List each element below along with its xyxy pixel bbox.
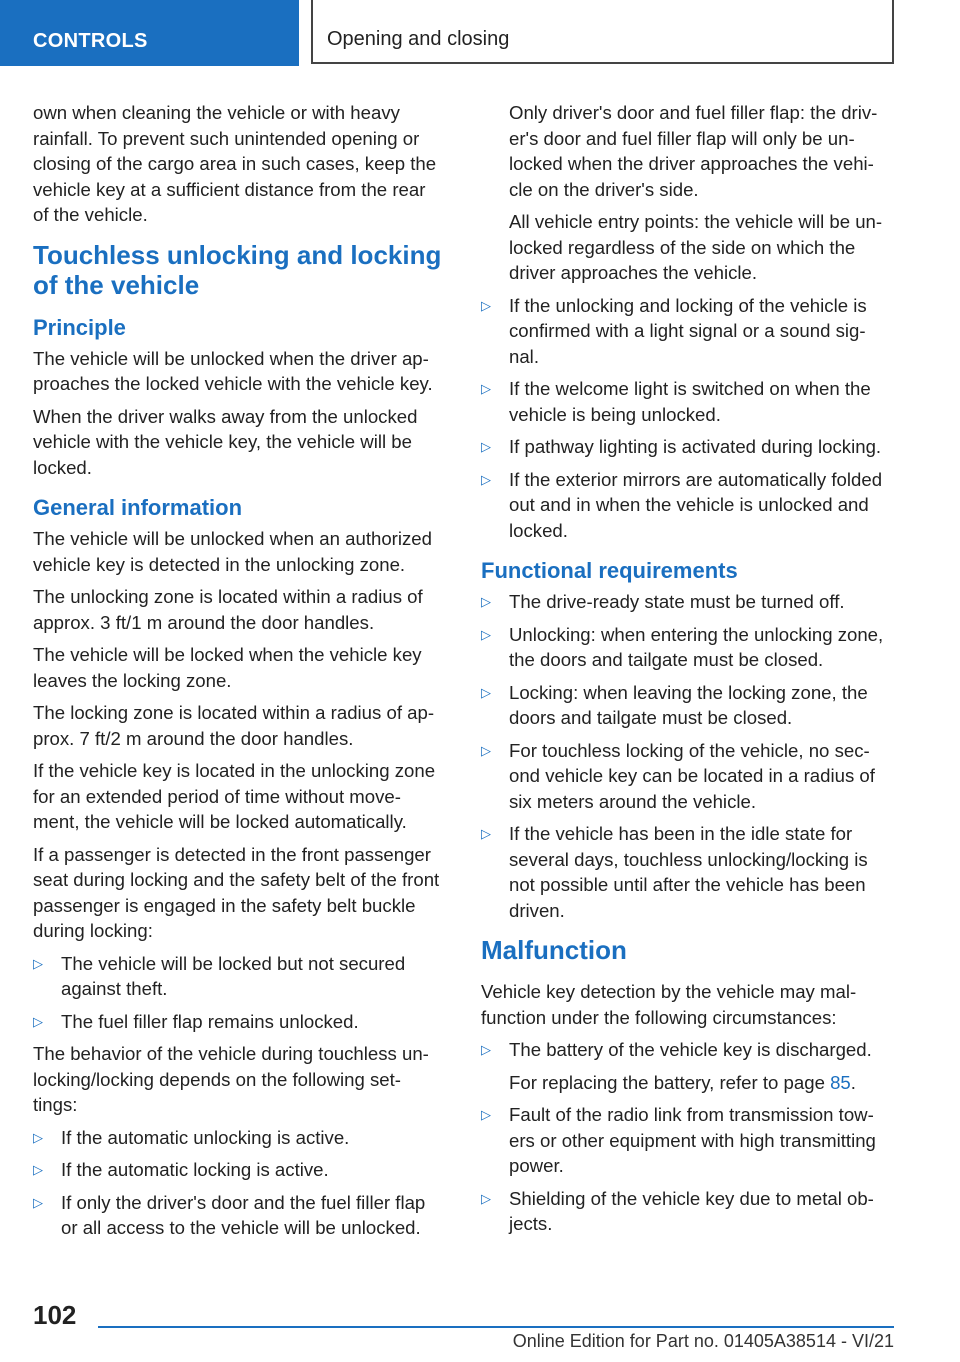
list-item: ▷ If the unlocking and locking of the vehicle is confirmed with a light signal or a sound sig‐nal. <box>481 294 867 367</box>
triangle-bullet-icon: ▷ <box>481 471 491 487</box>
continued-paragraph-1: Only driver's door and fuel filler flap: the driv‐er's door and fuel filler flap will only be un‐locked when the driver approaches the vehi‐cle on the driver's side. <box>509 102 878 200</box>
left-column <box>33 100 445 1248</box>
list-item: ▷ The drive-ready state must be turned off. <box>481 589 893 615</box>
malfunction-heading: Malfunction <box>481 935 627 965</box>
list-item: ▷ If only the driver's door and the fuel filler flap or all access to the vehicle will be unlocked. <box>33 1191 426 1238</box>
triangle-bullet-icon: ▷ <box>481 297 491 313</box>
list-item: ▷ If pathway lighting is activated during locking. <box>481 434 893 460</box>
settings-bullet-list-continued <box>481 293 893 544</box>
battery-reference: For replacing the battery, refer to page 85. <box>509 1071 856 1093</box>
list-item: ▷ The battery of the vehicle key is discharged. For replacing the battery, refer to page 85. <box>481 1037 893 1095</box>
general-paragraph-4: The locking zone is located within a radius of ap‐prox. 7 ft/2 m around the door handles. <box>33 702 435 749</box>
list-item: ▷ Unlocking: when entering the unlocking zone, the doors and tailgate must be closed. <box>481 623 884 670</box>
triangle-bullet-icon: ▷ <box>481 381 491 396</box>
list-item: ▷ If the automatic locking is active. <box>33 1157 445 1183</box>
edition-footer: Online Edition for Part no. 01405A38514 - VI/21 <box>512 1331 894 1351</box>
triangle-bullet-icon: ▷ <box>481 684 491 700</box>
list-item: ▷ If the exterior mirrors are automatically folded out and in when the vehicle is unlocked and locked. <box>481 468 883 541</box>
chapter-tab: CONTROLS <box>0 0 299 66</box>
malfunction-bullet-list <box>481 1037 893 1237</box>
triangle-bullet-icon: ▷ <box>33 1162 43 1177</box>
list-item: ▷ For touchless locking of the vehicle, no sec‐ond vehicle key can be located in a radius of six meters around the vehicle. <box>481 739 875 812</box>
page-number: 102 <box>33 1300 77 1330</box>
triangle-bullet-icon: ▷ <box>481 1190 491 1206</box>
triangle-bullet-icon: ▷ <box>481 742 491 758</box>
triangle-bullet-icon: ▷ <box>481 626 491 642</box>
list-item: ▷ If the welcome light is switched on when the vehicle is being unlocked. <box>481 378 871 425</box>
list-item: ▷ If the vehicle has been in the idle state for several days, touchless unlocking/locking is not possible until after the vehicle has been driven. <box>481 823 868 921</box>
general-info-heading: General information <box>33 495 243 520</box>
general-paragraph-1: The vehicle will be unlocked when an authorized vehicle key is detected in the unlocking zone. <box>33 528 432 575</box>
principle-heading: Principle <box>33 314 126 340</box>
triangle-bullet-icon: ▷ <box>33 955 43 971</box>
general-paragraph-2: The unlocking zone is located within a radius of approx. 3 ft/1 m around the door handles. <box>33 586 423 633</box>
triangle-bullet-icon: ▷ <box>481 826 491 841</box>
list-item: ▷ The fuel filler flap remains unlocked. <box>33 1009 445 1035</box>
triangle-bullet-icon: ▷ <box>481 439 491 454</box>
triangle-bullet-icon: ▷ <box>481 1107 491 1122</box>
section-tab: Opening and closing <box>311 0 894 64</box>
list-item: ▷ Locking: when leaving the locking zone, the doors and tailgate must be closed. <box>481 681 868 728</box>
page-link[interactable]: 85 <box>830 1071 851 1093</box>
functional-bullet-list <box>481 589 893 923</box>
triangle-bullet-icon: ▷ <box>33 1194 43 1210</box>
list-item: ▷ Fault of the radio link from transmission tow‐ers or other equipment with high transmitting power. <box>481 1104 876 1176</box>
settings-bullet-list <box>33 1125 445 1241</box>
functional-requirements-heading: Functional requirements <box>481 558 738 583</box>
list-item: ▷ The vehicle will be locked but not secured against theft. <box>33 952 406 999</box>
triangle-bullet-icon: ▷ <box>33 1013 43 1029</box>
list-item: ▷ If the automatic unlocking is active. <box>33 1125 445 1151</box>
page-header <box>0 0 960 66</box>
triangle-bullet-icon: ▷ <box>481 1042 491 1057</box>
malfunction-paragraph: Vehicle key detection by the vehicle may mal‐function under the following circumstances: <box>481 981 857 1028</box>
behavior-paragraph: The behavior of the vehicle during touchless un‐locking/locking depends on the following set‐tings: <box>33 1043 429 1115</box>
principle-paragraph-1: The vehicle will be unlocked when the driver ap‐proaches the locked vehicle with the vehicle key. <box>33 347 433 394</box>
list-item: ▷ Shielding of the vehicle key due to metal ob‐jects. <box>481 1187 874 1234</box>
intro-paragraph: own when cleaning the vehicle or with heavy rainfall. To prevent such unintended opening or closing of the cargo area in such cases, keep the vehicle key at a sufficient distance from the rear of the vehicle. <box>33 102 437 225</box>
general-paragraph-5: If the vehicle key is located in the unlocking zone for an extended period of time without move‐ment, the vehicle will be locked automatically. <box>33 760 436 832</box>
triangle-bullet-icon: ▷ <box>481 594 491 609</box>
principle-paragraph-2: When the driver walks away from the unlocked vehicle with the vehicle key, the vehicle will be locked. <box>33 405 418 478</box>
section-title: Touchless unlocking and locking of the vehicle <box>33 239 442 300</box>
footer-divider <box>98 1326 894 1328</box>
right-column <box>481 100 893 1244</box>
continued-paragraph-2: All vehicle entry points: the vehicle will be un‐locked regardless of the side on which the driver approaches the vehicle. <box>509 211 883 283</box>
triangle-bullet-icon: ▷ <box>33 1129 43 1145</box>
general-paragraph-6: If a passenger is detected in the front passenger seat during locking and the safety belt of the front passenger is engaged in the safety belt buckle during locking: <box>33 843 440 941</box>
general-paragraph-3: The vehicle will be locked when the vehicle key leaves the locking zone. <box>33 644 422 691</box>
passenger-bullet-list <box>33 951 445 1035</box>
